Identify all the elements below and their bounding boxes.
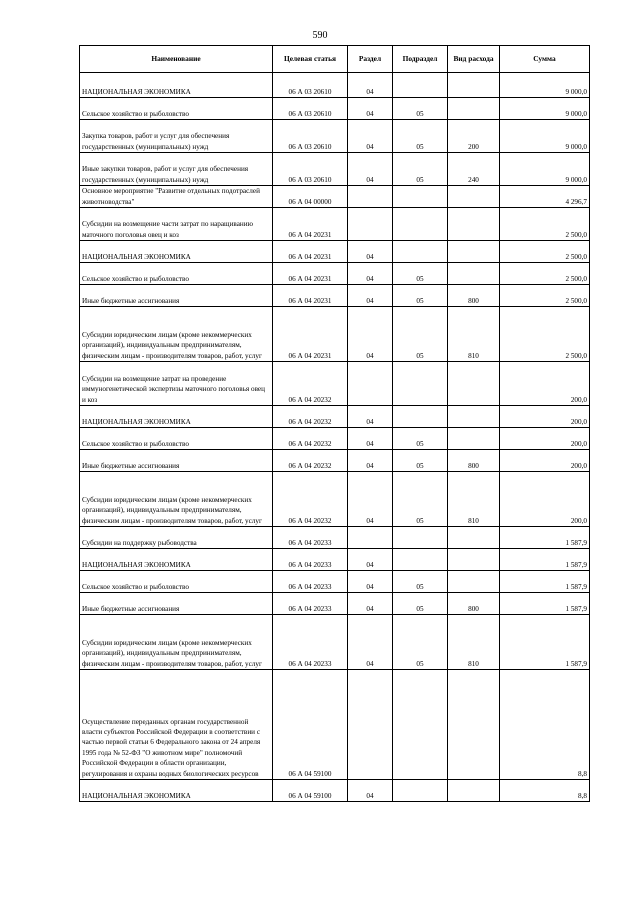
row-target-article-cell: 06 А 04 20232 (273, 472, 348, 527)
row-section-cell (348, 208, 393, 241)
row-name-cell: НАЦИОНАЛЬНАЯ ЭКОНОМИКА (80, 549, 273, 571)
row-section-cell: 04 (348, 241, 393, 263)
row-subsection-cell: 05 (393, 472, 448, 527)
row-subsection-cell (393, 186, 448, 208)
row-expense-type-cell: 200 (448, 120, 500, 153)
table-row (80, 428, 590, 450)
row-expense-type-cell (448, 571, 500, 593)
row-expense-type-cell: 810 (448, 472, 500, 527)
row-sum-cell: 200,0 (500, 472, 590, 527)
row-expense-type-cell (448, 263, 500, 285)
table-row (80, 362, 590, 406)
table-row (80, 98, 590, 120)
row-subsection-cell: 05 (393, 615, 448, 670)
table-row (80, 285, 590, 307)
row-name-cell: Сельское хозяйство и рыболовство (80, 263, 273, 285)
row-target-article-cell: 06 А 04 20231 (273, 285, 348, 307)
row-sum-cell: 9 000,0 (500, 98, 590, 120)
row-section-cell (348, 362, 393, 406)
row-target-article-cell: 06 А 04 20231 (273, 307, 348, 362)
row-target-article-cell: 06 А 04 20232 (273, 428, 348, 450)
row-section-cell: 04 (348, 450, 393, 472)
row-section-cell: 04 (348, 780, 393, 802)
row-sum-cell: 200,0 (500, 450, 590, 472)
row-name-cell: Иные бюджетные ассигнования (80, 285, 273, 307)
budget-table (79, 45, 590, 802)
row-sum-cell: 1 587,9 (500, 549, 590, 571)
row-name-cell: Субсидии юридическим лицам (кроме некоммерческих организаций), индивидуальным предпринимателям, физическим лицам - производителям товаров, работ, услуг (80, 472, 273, 527)
row-sum-cell: 8,8 (500, 780, 590, 802)
row-subsection-cell (393, 73, 448, 98)
row-target-article-cell: 06 А 04 20232 (273, 362, 348, 406)
table-row (80, 120, 590, 153)
row-subsection-cell (393, 241, 448, 263)
row-name-cell: Субсидии юридическим лицам (кроме некоммерческих организаций), индивидуальным предпринимателям, физическим лицам - производителям товаров, работ, услуг (80, 615, 273, 670)
row-target-article-cell: 06 А 04 20233 (273, 549, 348, 571)
row-name-cell: Сельское хозяйство и рыболовство (80, 428, 273, 450)
row-subsection-cell (393, 527, 448, 549)
row-expense-type-cell: 800 (448, 450, 500, 472)
row-subsection-cell (393, 549, 448, 571)
row-target-article-cell: 06 А 03 20610 (273, 73, 348, 98)
page-number: 590 (312, 30, 328, 41)
row-expense-type-cell (448, 670, 500, 780)
table-row (80, 472, 590, 527)
table-row (80, 549, 590, 571)
row-name-cell: Закупка товаров, работ и услуг для обеспечения государственных (муниципальных) нужд (80, 120, 273, 153)
table-row (80, 263, 590, 285)
row-name-cell: Субсидии на возмещение затрат на проведение иммуногенетической экспертизы маточного поголовья овец и коз (80, 362, 273, 406)
row-subsection-cell: 05 (393, 450, 448, 472)
row-expense-type-cell (448, 98, 500, 120)
row-name-cell: Сельское хозяйство и рыболовство (80, 98, 273, 120)
row-sum-cell: 4 296,7 (500, 186, 590, 208)
row-expense-type-cell (448, 428, 500, 450)
row-target-article-cell: 06 А 04 59100 (273, 670, 348, 780)
row-section-cell (348, 670, 393, 780)
row-name-cell: Субсидии на поддержку рыбоводства (80, 527, 273, 549)
row-name-cell: Осуществление переданных органам государственной власти субъектов Российской Федерации в соответствии с частью первой статьи 6 Федерального закона от 24 апреля 1995 года № 52-ФЗ "О животном мире" полномочий Российской Федерации в области организации, регулирования и охраны водных биологических ресурсов (80, 670, 273, 780)
header-target-article: Целевая статья (273, 46, 348, 73)
row-subsection-cell: 05 (393, 98, 448, 120)
row-target-article-cell: 06 А 04 20233 (273, 527, 348, 549)
row-target-article-cell: 06 А 04 20233 (273, 593, 348, 615)
table-row (80, 186, 590, 208)
row-sum-cell: 200,0 (500, 362, 590, 406)
row-name-cell: Субсидии юридическим лицам (кроме некоммерческих организаций), индивидуальным предпринимателям, физическим лицам - производителям товаров, работ, услуг (80, 307, 273, 362)
row-section-cell: 04 (348, 153, 393, 186)
row-subsection-cell (393, 670, 448, 780)
table-row (80, 780, 590, 802)
row-expense-type-cell: 810 (448, 615, 500, 670)
row-section-cell (348, 527, 393, 549)
table-row (80, 307, 590, 362)
row-subsection-cell (393, 780, 448, 802)
table-row (80, 406, 590, 428)
row-sum-cell: 2 500,0 (500, 263, 590, 285)
row-expense-type-cell: 810 (448, 307, 500, 362)
row-sum-cell: 1 587,9 (500, 593, 590, 615)
row-subsection-cell: 05 (393, 263, 448, 285)
table-row (80, 527, 590, 549)
row-name-cell: Сельское хозяйство и рыболовство (80, 571, 273, 593)
table-row (80, 73, 590, 98)
row-section-cell: 04 (348, 307, 393, 362)
row-target-article-cell: 06 А 04 59100 (273, 780, 348, 802)
row-expense-type-cell (448, 73, 500, 98)
table-row (80, 450, 590, 472)
header-name: Наименование (80, 46, 273, 73)
row-sum-cell: 1 587,9 (500, 571, 590, 593)
row-sum-cell: 2 500,0 (500, 285, 590, 307)
row-section-cell: 04 (348, 571, 393, 593)
row-expense-type-cell: 800 (448, 593, 500, 615)
row-expense-type-cell: 240 (448, 153, 500, 186)
row-expense-type-cell (448, 549, 500, 571)
row-sum-cell: 9 000,0 (500, 73, 590, 98)
row-target-article-cell: 06 А 04 20232 (273, 406, 348, 428)
row-section-cell: 04 (348, 98, 393, 120)
row-sum-cell: 2 500,0 (500, 208, 590, 241)
row-target-article-cell: 06 А 04 20231 (273, 241, 348, 263)
header-section: Раздел (348, 46, 393, 73)
row-expense-type-cell (448, 780, 500, 802)
row-target-article-cell: 06 А 04 20233 (273, 615, 348, 670)
row-target-article-cell: 06 А 04 20232 (273, 450, 348, 472)
row-sum-cell: 2 500,0 (500, 307, 590, 362)
row-subsection-cell (393, 406, 448, 428)
table-row (80, 571, 590, 593)
row-sum-cell: 200,0 (500, 428, 590, 450)
row-subsection-cell (393, 362, 448, 406)
row-sum-cell: 8,8 (500, 670, 590, 780)
table-header-row (80, 46, 590, 73)
row-section-cell: 04 (348, 73, 393, 98)
row-name-cell: НАЦИОНАЛЬНАЯ ЭКОНОМИКА (80, 406, 273, 428)
row-target-article-cell: 06 А 03 20610 (273, 153, 348, 186)
row-section-cell: 04 (348, 285, 393, 307)
table-row (80, 670, 590, 780)
row-sum-cell: 9 000,0 (500, 120, 590, 153)
row-target-article-cell: 06 А 04 20233 (273, 571, 348, 593)
row-target-article-cell: 06 А 03 20610 (273, 120, 348, 153)
row-target-article-cell: 06 А 04 20231 (273, 208, 348, 241)
table-body (80, 73, 590, 802)
row-sum-cell: 9 000,0 (500, 153, 590, 186)
row-subsection-cell: 05 (393, 571, 448, 593)
row-sum-cell: 2 500,0 (500, 241, 590, 263)
row-name-cell: НАЦИОНАЛЬНАЯ ЭКОНОМИКА (80, 780, 273, 802)
row-subsection-cell: 05 (393, 307, 448, 362)
row-name-cell: Иные бюджетные ассигнования (80, 593, 273, 615)
header-subsection: Подраздел (393, 46, 448, 73)
row-target-article-cell: 06 А 04 20231 (273, 263, 348, 285)
row-name-cell: НАЦИОНАЛЬНАЯ ЭКОНОМИКА (80, 241, 273, 263)
row-subsection-cell (393, 208, 448, 241)
row-name-cell: Субсидии на возмещение части затрат по наращиванию маточного поголовья овец и коз (80, 208, 273, 241)
row-target-article-cell: 06 А 04 00000 (273, 186, 348, 208)
row-name-cell: Иные закупки товаров, работ и услуг для обеспечения государственных (муниципальных) нужд (80, 153, 273, 186)
row-section-cell: 04 (348, 428, 393, 450)
row-section-cell: 04 (348, 472, 393, 527)
row-expense-type-cell (448, 406, 500, 428)
row-expense-type-cell (448, 527, 500, 549)
table-row (80, 153, 590, 186)
table-row (80, 208, 590, 241)
row-sum-cell: 1 587,9 (500, 527, 590, 549)
header-sum: Сумма (500, 46, 590, 73)
row-subsection-cell: 05 (393, 153, 448, 186)
row-sum-cell: 1 587,9 (500, 615, 590, 670)
table-row (80, 241, 590, 263)
row-subsection-cell: 05 (393, 428, 448, 450)
header-expense-type: Вид расхода (448, 46, 500, 73)
row-section-cell: 04 (348, 549, 393, 571)
row-section-cell (348, 186, 393, 208)
row-expense-type-cell (448, 362, 500, 406)
row-expense-type-cell (448, 241, 500, 263)
row-expense-type-cell: 800 (448, 285, 500, 307)
row-expense-type-cell (448, 208, 500, 241)
row-name-cell: НАЦИОНАЛЬНАЯ ЭКОНОМИКА (80, 73, 273, 98)
row-subsection-cell: 05 (393, 593, 448, 615)
row-section-cell: 04 (348, 615, 393, 670)
row-name-cell: Иные бюджетные ассигнования (80, 450, 273, 472)
table-row (80, 593, 590, 615)
row-subsection-cell: 05 (393, 120, 448, 153)
row-section-cell: 04 (348, 593, 393, 615)
row-section-cell: 04 (348, 120, 393, 153)
table-row (80, 615, 590, 670)
row-section-cell: 04 (348, 263, 393, 285)
row-target-article-cell: 06 А 03 20610 (273, 98, 348, 120)
row-expense-type-cell (448, 186, 500, 208)
row-sum-cell: 200,0 (500, 406, 590, 428)
row-name-cell: Основное мероприятие "Развитие отдельных подотраслей животноводства" (80, 186, 273, 208)
row-section-cell: 04 (348, 406, 393, 428)
row-subsection-cell: 05 (393, 285, 448, 307)
